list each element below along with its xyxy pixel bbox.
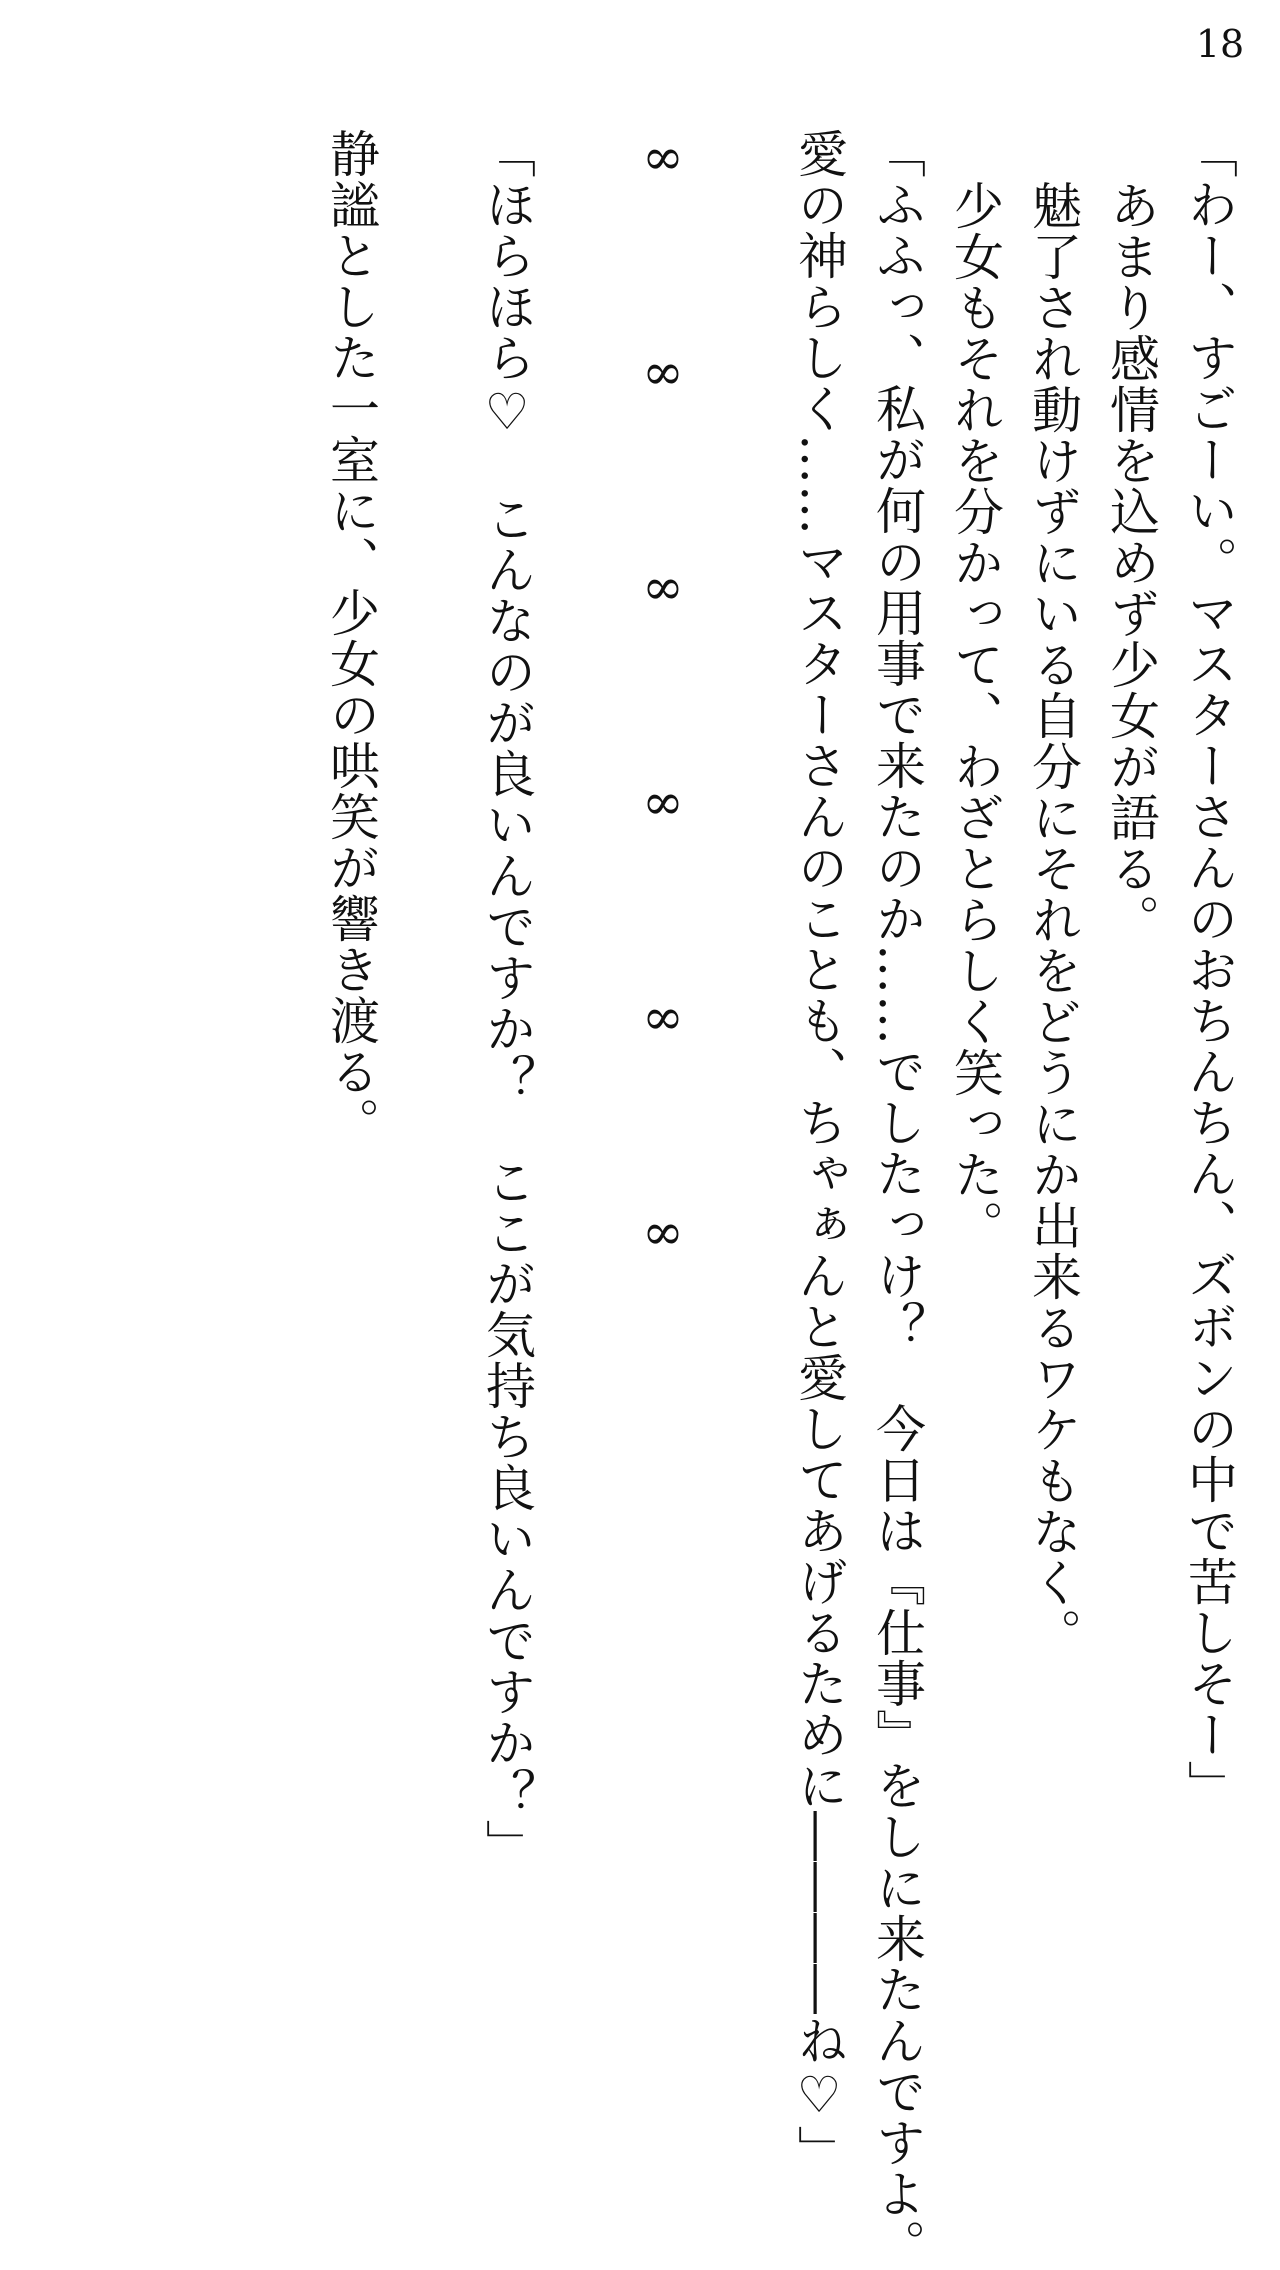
separator-mark: ∞ [634, 128, 692, 187]
separator-mark: ∞ [634, 988, 692, 1047]
separator-mark: ∞ [634, 343, 692, 402]
vertical-text-body [312, 128, 1248, 2270]
separator-mark: ∞ [634, 773, 692, 832]
separator-mark: ∞ [634, 558, 692, 617]
narration-line-3: 少女もそれを分かって、わざとらしく笑った。 [946, 180, 1004, 1251]
blank-line [546, 128, 624, 2188]
dialogue-line-3: 「ほらほら♡ こんなのが良いんですか？ ここが気持ち良いんですか？」 [478, 128, 536, 1870]
narration-line-1: あまり感情を込めず少女が語る。 [1102, 180, 1160, 945]
narration-line-4: 静謐とした一室に、少女の哄笑が響き渡る。 [322, 128, 380, 1148]
page-number: 18 [1195, 22, 1245, 66]
dialogue-line-2-cont: 愛の神らしく……マスターさんのことも、ちゃぁんと愛してあげるために――――ね♡」 [790, 128, 848, 2176]
blank-line [390, 128, 468, 2188]
separator-mark: ∞ [634, 1203, 692, 1262]
narration-line-2: 魅了され動けずにいる自分にそれをどうにか出来るワケもなく。 [1024, 180, 1082, 1659]
dialogue-line-2: 「ふふっ、私が何の用事で来たのか……でしたっけ？ 今日は『仕事』をしに来たんですよ。 [868, 128, 926, 2270]
dialogue-line-1: 「わー、すごーい。マスターさんのおちんちん、ズボンの中で苦しそー」 [1180, 128, 1238, 1811]
blank-line [702, 128, 780, 2188]
scene-separator [624, 128, 702, 2188]
